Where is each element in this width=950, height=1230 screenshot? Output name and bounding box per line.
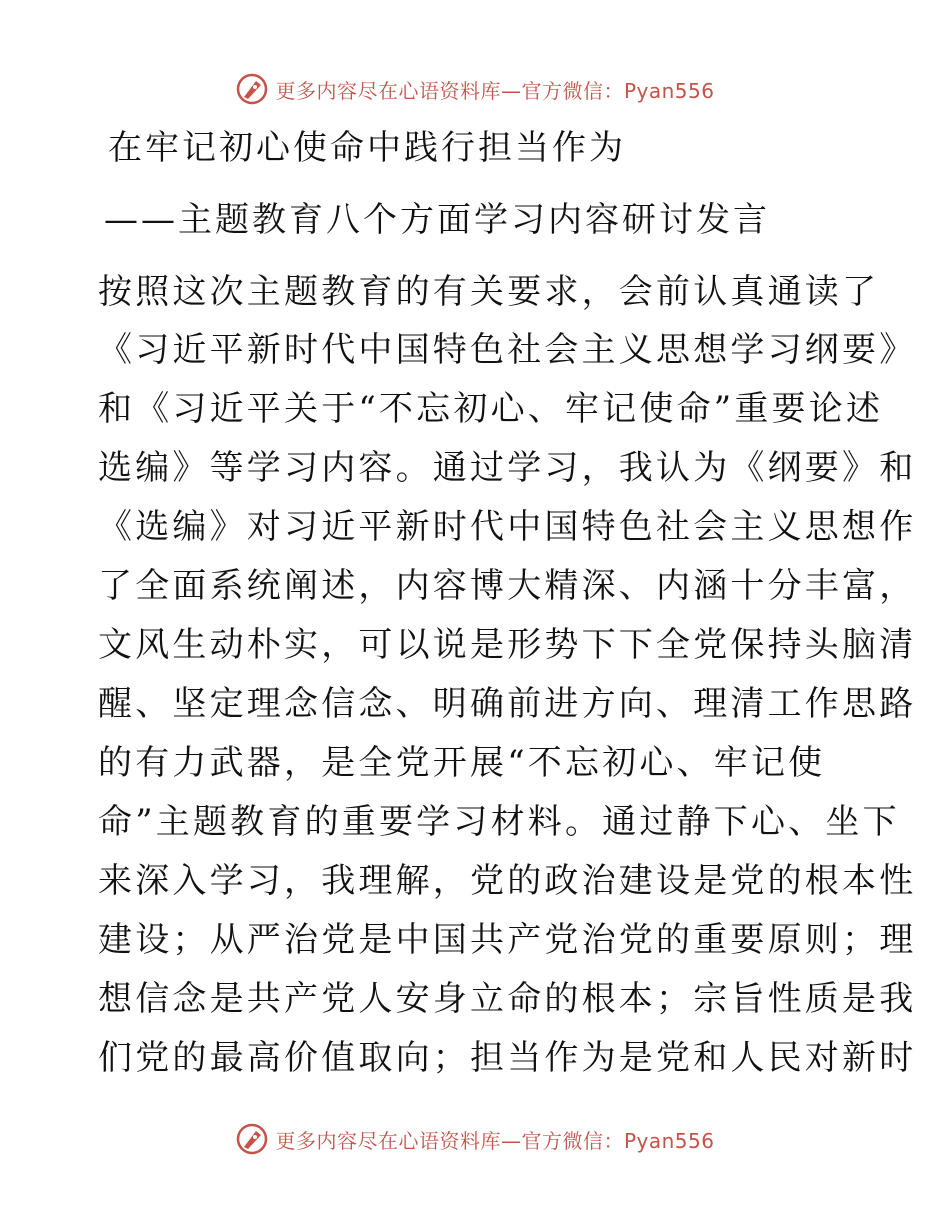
paragraph-line: 命”主题教育的重要学习材料。通过静下心、坐下 <box>98 802 900 842</box>
pen-nib-circle-icon <box>235 72 269 106</box>
document-subtitle: ——主题教育八个方面学习内容研讨发言 <box>104 200 770 240</box>
watermark-contact: 官方微信：Pyan556 <box>521 78 715 103</box>
pen-nib-circle-icon <box>235 1122 269 1156</box>
footer-watermark <box>0 1122 950 1156</box>
watermark-separator: — <box>500 78 522 103</box>
paragraph-line: 醒、坚定理念信念、明确前进方向、理清工作思路 <box>98 684 917 724</box>
watermark-text <box>275 1125 714 1154</box>
watermark-contact: 官方微信：Pyan556 <box>521 1128 715 1153</box>
paragraph-line: 们党的最高价值取向；担当作为是党和人民对新时 <box>98 1038 917 1078</box>
paragraph-line: 《习近平新时代中国特色社会主义思想学习纲要》 <box>98 330 917 370</box>
header-watermark <box>0 72 950 106</box>
watermark-main: 更多内容尽在心语资料库 <box>275 1128 501 1153</box>
watermark-main: 更多内容尽在心语资料库 <box>275 78 501 103</box>
paragraph-line: 选编》等学习内容。通过学习，我认为《纲要》和 <box>98 448 917 488</box>
watermark-separator: — <box>500 1128 522 1153</box>
paragraph-line: 和《习近平关于“不忘初心、牢记使命”重要论述 <box>98 389 884 429</box>
paragraph-line: 按照这次主题教育的有关要求，会前认真通读了 <box>98 272 880 312</box>
document-title: 在牢记初心使命中践行担当作为 <box>108 128 626 168</box>
paragraph-line: 想信念是共产党人安身立命的根本；宗旨性质是我 <box>98 979 917 1019</box>
paragraph-line: 的有力武器，是全党开展“不忘初心、牢记使 <box>98 743 826 783</box>
paragraph-line: 建设；从严治党是中国共产党治党的重要原则；理 <box>98 920 917 960</box>
watermark-text <box>275 75 714 104</box>
paragraph-line: 《选编》对习近平新时代中国特色社会主义思想作 <box>98 507 917 547</box>
paragraph-line: 文风生动朴实，可以说是形势下下全党保持头脑清 <box>98 625 917 665</box>
paragraph-line: 来深入学习，我理解，党的政治建设是党的根本性 <box>98 861 917 901</box>
paragraph-line: 了全面系统阐述，内容博大精深、内涵十分丰富， <box>98 566 917 606</box>
